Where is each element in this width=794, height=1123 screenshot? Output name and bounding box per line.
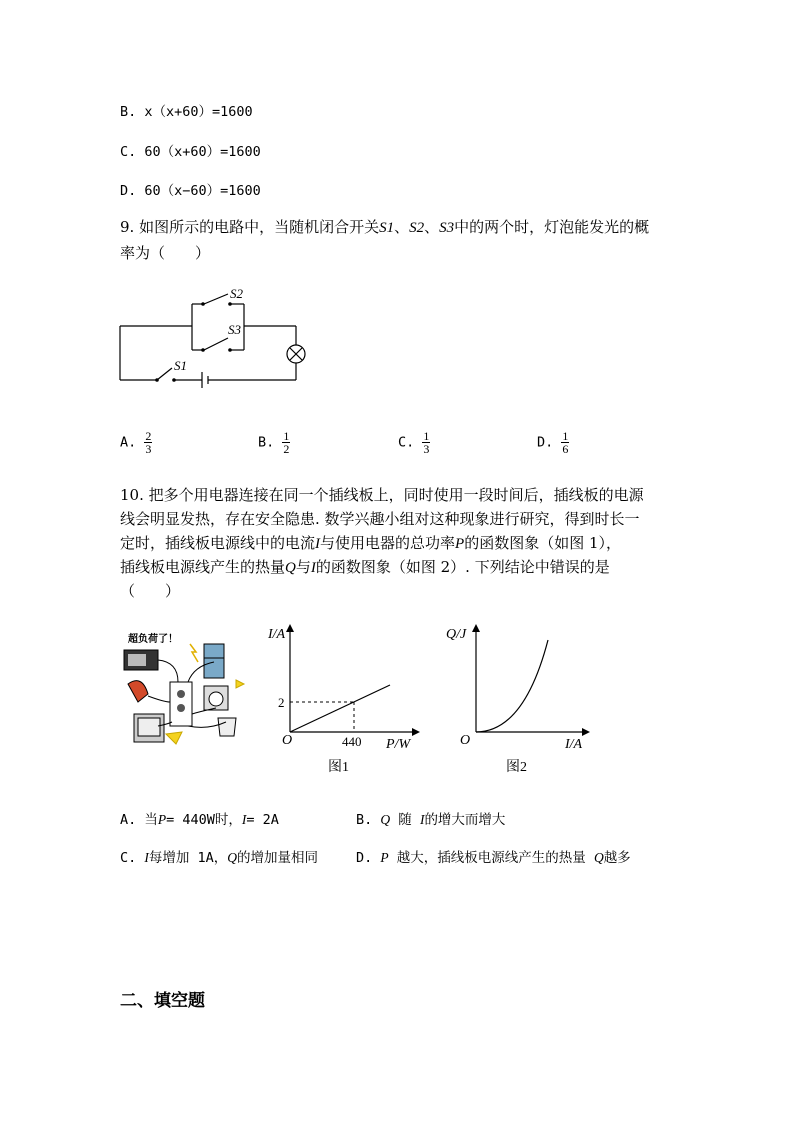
fraction-denominator: 6 [562,442,569,456]
q10-stem-line3 [120,532,621,553]
switch-s1-label: S1 [174,358,187,373]
stem-text: 的函数图象（如图 2）. 下列结论中错误的是 [315,558,610,576]
switch-s1-blade [157,368,172,380]
option-label: A. [120,434,137,451]
fraction-numerator: 1 [562,429,569,443]
option-label: D. [537,434,554,451]
option-text: A. 当 [120,812,158,828]
fraction-denominator: 3 [145,442,152,456]
fig1-line [290,685,390,732]
q8-option-b: B. x（x+60）=1600 [120,104,253,120]
q10-stem-line1: 10. 把多个用电器连接在同一个插线板上，同时使用一段时间后，插线板的电源 [120,486,644,504]
switch-s3-name: S3 [439,220,455,236]
var-i: I [241,812,247,827]
fig1-x-label: P/W [386,737,411,752]
option-text: = 440W时， [166,812,242,828]
q10-option-b [356,808,505,828]
stem-text: 的函数图象（如图 1）， [464,534,622,552]
q9-stem-line2: 率为（ ） [120,244,211,262]
option-label: C. [398,434,415,451]
option-text: 每增加 1A， [148,850,228,866]
var-i: I [144,850,149,865]
var-i: I [419,812,425,827]
fraction-denominator: 3 [423,442,430,456]
option-text: C. [120,850,137,866]
fig1-y-mark: 2 [278,695,285,710]
q10-option-c [120,846,318,866]
section-2-title: 二、填空题 [120,991,205,1011]
q9-stem-suffix: 中的两个时，灯泡能发光的概 [454,218,650,236]
fig2-curve [476,640,548,732]
stem-text: 定时，插线板电源线中的电流 [120,534,316,552]
fig2-x-arrow [582,728,590,736]
var-p: P [157,812,167,827]
option-text: D. [356,850,373,866]
stem-text: 与 [295,558,311,576]
fig1-y-label: I/A [268,627,286,642]
pot-icon [218,718,236,736]
fig1-caption: 图1 [328,760,349,775]
circuit-diagram [112,280,342,400]
q8-option-c: C. 60（x+60）=1600 [120,144,261,160]
fraction [561,430,569,455]
figure-1-current-vs-power [262,622,432,782]
stem-text: 与使用电器的总功率 [320,534,456,552]
figure-2-heat-vs-current [440,622,600,782]
option-text: B. [356,812,373,828]
var-q: Q [227,850,238,865]
q10-option-a [120,808,279,828]
overload-cartoon-illustration [118,622,248,752]
q9-stem-prefix: 9. 如图所示的电路中，当随机闭合开关 [120,218,380,236]
q9-option-a [120,430,152,455]
q10-option-d [356,846,631,866]
fig2-y-label: Q/J [446,627,467,642]
lamp-icon [128,681,148,702]
switch-s2-label: S2 [230,286,243,301]
q9-option-c [398,430,430,455]
option-text: 的增大而增大 [424,812,506,828]
fraction-numerator: 2 [145,429,152,443]
fig1-origin: O [282,733,293,748]
switch-s3-blade [204,338,228,350]
fig2-x-label: I/A [565,737,583,752]
q10-stem-line2: 线会明显发热，存在安全隐患. 数学兴趣小组对这种现象进行研究，得到时长一 [120,510,640,528]
option-text: = 2A [246,812,279,828]
option-text: 的增加量相同 [237,850,319,866]
fig1-x-mark: 440 [342,734,362,749]
switch-s3-label: S3 [228,322,241,337]
option-label: B. [258,434,275,451]
fraction-numerator: 1 [423,429,430,443]
q9-option-d [537,430,569,455]
q9-option-b [258,430,290,455]
fig2-y-arrow [472,624,480,632]
q9-stem-line1: 9. 如图所示的电路中，当随机闭合开关S1、S2、S3中的两个时，灯泡能发光的概 [120,218,650,236]
var-p: P [455,536,465,552]
cartoon-caption: 超负荷了！ [128,634,178,645]
switch-s1-name: S1 [379,220,395,236]
var-q: Q [593,850,604,865]
fraction [422,430,430,455]
var-q: Q [285,560,296,576]
stem-text: 插线板电源线产生的热量 [120,558,286,576]
switch-s2-name: S2 [409,220,425,236]
fraction [282,430,290,455]
var-p: P [380,850,389,865]
option-text: 越大，插线板电源线产生的热量 [396,850,586,866]
fridge-icon [204,644,224,678]
option-text: 随 [398,812,412,828]
fig1-y-arrow [286,624,294,632]
var-i: I [310,560,316,576]
q10-stem-line5: （ ） [120,582,181,600]
option-text: 越多 [603,850,631,866]
switch-s2-blade [204,294,228,304]
var-q: Q [380,812,391,827]
q8-option-d: D. 60（x−60）=1600 [120,183,261,199]
fig1-x-arrow [412,728,420,736]
var-i: I [315,536,321,552]
fraction-numerator: 1 [283,429,290,443]
fraction [144,430,152,455]
q10-stem-line4 [120,556,610,577]
fig2-origin: O [460,733,471,748]
fraction-denominator: 2 [283,442,290,456]
fig2-caption: 图2 [506,760,527,775]
